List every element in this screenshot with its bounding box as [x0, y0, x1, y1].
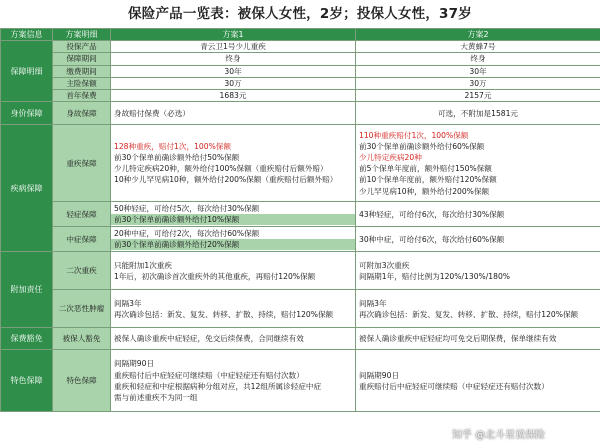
plan2-value: 30年 — [356, 65, 600, 77]
plan1-value: 青云卫1号少儿重疾 — [111, 41, 356, 53]
plan1-cell — [111, 202, 356, 227]
row-label: 主险保额 — [53, 77, 111, 89]
plan2-cell — [356, 290, 600, 328]
plan2-line: 110种重疾赔付1次，100%保额 — [359, 130, 469, 140]
plan1-cell — [111, 227, 356, 252]
plan1-line: 前30个保单前确诊额外给付50%保额 — [114, 153, 240, 163]
row-label: 保障期间 — [53, 53, 111, 65]
plan2-line: 间隔期90日 — [359, 370, 400, 380]
plan1-line: 重疾赔付后中症轻症可继续赔（中症轻症还有赔付次数） — [114, 370, 304, 380]
plan2-line: 间隔期1年，赔付比例为120%/130%/180% — [359, 271, 511, 281]
row-label: 投保产品 — [53, 41, 111, 53]
category-additional: 附加责任 — [1, 252, 53, 328]
page-title: 保险产品一览表：被保人女性，2岁；投保人女性，37岁 — [128, 6, 472, 22]
plan2-line: 再次确诊包括：新发、复发、转移、扩散、持续，赔付120%保额 — [359, 309, 579, 319]
plan1-value: 1683元 — [111, 90, 356, 102]
plan2-line: 可附加3次重疾 — [359, 260, 410, 270]
row-label: 特色保障 — [53, 350, 111, 412]
plan2-line: 少儿特定疾病20种 — [359, 153, 422, 163]
plan2-line: 前30个保单前确诊额外给付60%保额 — [359, 141, 485, 151]
plan1-line: 再次确诊包括：新发、复发、转移、扩散、持续，赔付120%保额 — [114, 309, 334, 319]
category-life: 身价保障 — [1, 102, 53, 125]
plan2-line: 少儿罕见病10种，额外给付200%保额 — [359, 186, 490, 196]
row-label: 首年保费 — [53, 90, 111, 102]
category-disease: 疾病保障 — [1, 125, 53, 252]
plan1-cell — [111, 350, 356, 412]
plan2-cell — [356, 350, 600, 412]
plan1-line-highlight: 前30个保单前确诊额外给付10%保额 — [111, 214, 355, 225]
plan1-line: 间隔3年 — [114, 298, 142, 308]
plan1-cell — [111, 252, 356, 290]
plan1-line: 20种中症，可给付2次，每次给付60%保额 — [114, 229, 260, 239]
watermark: 知乎 @北斗星说保险 — [452, 430, 546, 441]
plan2-value: 大黄蜂7号 — [356, 41, 600, 53]
row-label: 二次重疾 — [53, 252, 111, 290]
plan1-line-highlight: 前30个保单前确诊额外给付20%保额 — [111, 239, 355, 250]
plan1-line: 10种少儿罕见病10种，额外给付200%保额（重疾赔付后额外赔） — [114, 175, 338, 185]
plan2-line: 重疾赔付后中症轻症可继续赔（中症轻症还有赔付次数） — [359, 381, 549, 391]
plan1-value: 被保人确诊重疾中症轻症，免交后续保费，合同继续有效 — [111, 328, 356, 350]
header-plan-info: 方案信息 — [1, 29, 53, 41]
plan2-line: 前10个保单年度前，额外赔付120%保额 — [359, 175, 497, 185]
plan2-line: 间隔3年 — [359, 298, 387, 308]
header-plan1: 方案1 — [111, 29, 356, 41]
plan2-value: 30种中症，可给付6次，每次给付60%保额 — [356, 227, 600, 252]
header-plan-detail: 方案明细 — [53, 29, 111, 41]
plan1-line: 间隔期90日 — [114, 359, 155, 369]
plan1-cell — [111, 290, 356, 328]
row-label: 身故保障 — [53, 102, 111, 125]
row-label: 二次恶性肿瘤 — [53, 290, 111, 328]
plan2-line: 前5个保单年度前，额外赔付150%保额 — [359, 164, 492, 174]
plan1-value: 30年 — [111, 65, 356, 77]
plan2-value: 终身 — [356, 53, 600, 65]
plan1-line: 重疾和轻症和中症根据病种分组对应，共12组所属诊轻症中症 — [114, 381, 322, 391]
plan1-cell — [111, 125, 356, 202]
category-special: 特色保障 — [1, 350, 53, 412]
comparison-table — [0, 28, 600, 412]
plan2-value: 43种轻症，可给付6次，每次给付30%保额 — [356, 202, 600, 227]
plan1-line: 只能附加1次重疾 — [114, 260, 172, 270]
plan1-line: 128种重疾，赔付1次，100%保额 — [114, 141, 231, 151]
category-basic: 保障明细 — [1, 41, 53, 102]
plan1-line: 50种轻症，可给付5次，每次给付30%保额 — [114, 204, 260, 214]
plan1-value: 终身 — [111, 53, 356, 65]
plan1-line: 需与前述重疾不为同一组 — [114, 392, 198, 402]
row-label: 重疾保障 — [53, 125, 111, 202]
plan2-cell — [356, 252, 600, 290]
row-label: 缴费期间 — [53, 65, 111, 77]
plan1-value: 身故赔付保费（必选） — [111, 102, 356, 125]
plan2-value: 被保人确诊重疾中症轻症均可免交后期保费，保单继续有效 — [356, 328, 600, 350]
category-waiver: 保费豁免 — [1, 328, 53, 350]
plan1-line: 少儿特定疾病20种，额外给付100%保额（重疾赔付后额外赔） — [114, 164, 328, 174]
header-plan2: 方案2 — [356, 29, 600, 41]
row-label: 中症保障 — [53, 227, 111, 252]
plan2-cell — [356, 125, 600, 202]
plan2-value: 2157元 — [356, 90, 600, 102]
plan2-value: 30万 — [356, 77, 600, 89]
row-label: 被保人豁免 — [53, 328, 111, 350]
plan2-value: 可选，不附加是1581元 — [356, 102, 600, 125]
plan1-line: 1年后，初次确诊首次重疾外的其他重疾，再赔付120%保额 — [114, 271, 316, 281]
row-label: 轻症保障 — [53, 202, 111, 227]
plan1-value: 30万 — [111, 77, 356, 89]
